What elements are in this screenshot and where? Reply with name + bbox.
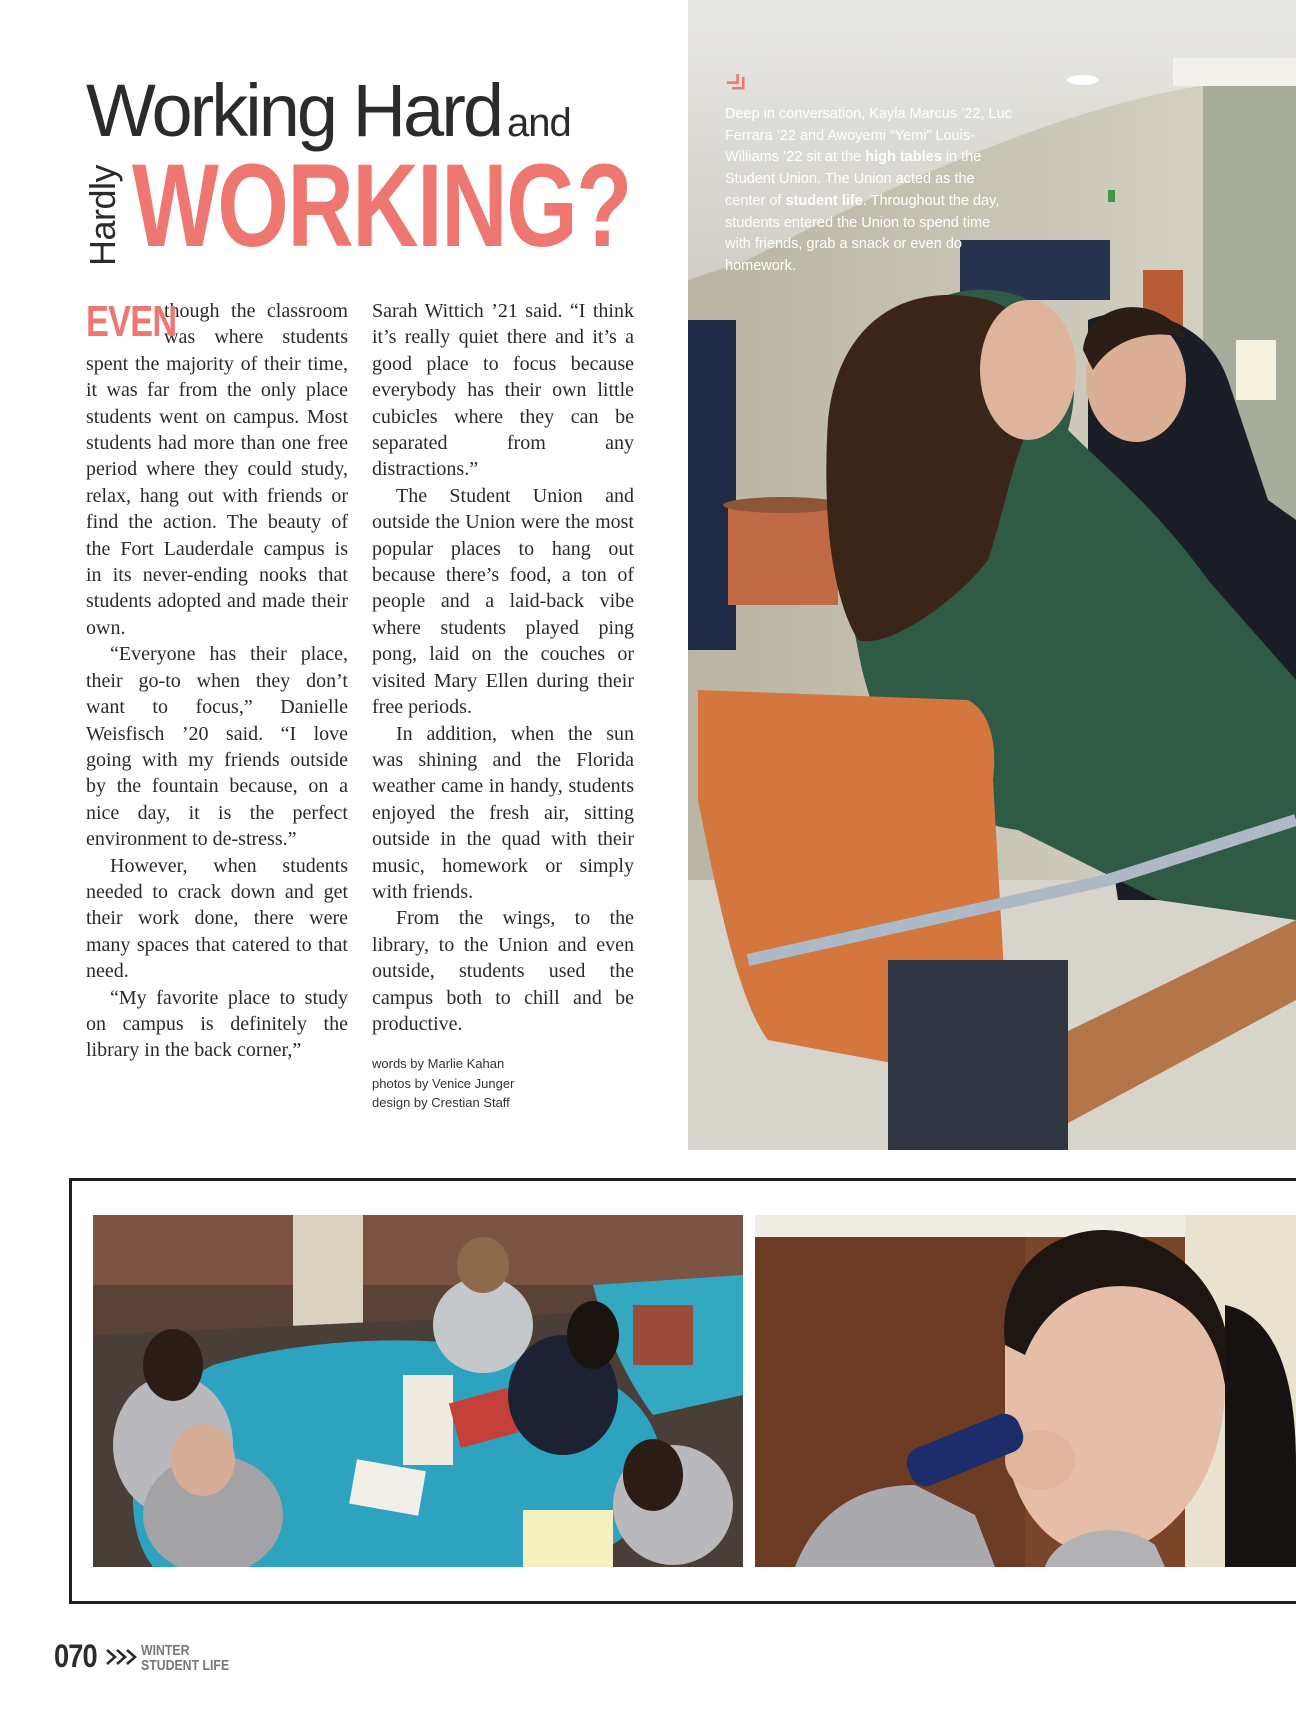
section-name: STUDENT LIFE	[141, 1657, 230, 1674]
photo-kaleidoscope-illustration	[755, 1215, 1296, 1567]
double-chevron-icon	[104, 1647, 138, 1667]
headline-line1	[86, 68, 646, 152]
credits	[372, 1054, 612, 1113]
article-paragraph: Sarah Wittich ’21 said. “I think it’s really quiet there and it’s a good place to focus because everybody has their own little cubicles where they can be separated from any distractions.”	[372, 300, 634, 481]
drop-cap: EVEN	[86, 297, 177, 346]
headline-working-hard: Working Hard	[86, 69, 502, 152]
article-paragraph: EVEN though the classroom was where students spent the majority of their time, it was far from the only place students went on campus. Most students had more than one free period where they could study, relax, hang out with friends or find the action. The beauty of the Fort Lauderdale campus is in its never-ending nooks that students adopted and made their own.	[86, 297, 348, 639]
caption-arrow-icon	[727, 74, 751, 94]
article-paragraph: In addition, when the sun was shining and the Florida weather came in handy, students enjoyed the fresh air, sitting outside in the quad with their music, homework or simply with friends.	[372, 722, 634, 903]
page-number: 070	[54, 1638, 97, 1674]
credit-words: words by Marlie Kahan	[372, 1056, 505, 1071]
section-season: WINTER	[141, 1642, 190, 1659]
credit-design: design by Crestian Staff	[372, 1095, 510, 1110]
headline-working: WORKING?	[132, 140, 631, 272]
article-paragraph: “Everyone has their place, their go-to when they don’t want to focus,” Danielle Weisfisch ’20 said. “I love going with my friends outside by the fountain because, on a nice day, it is the perfect environment to de-stress.”	[86, 643, 348, 851]
photo-kaleidoscope	[755, 1215, 1296, 1567]
photo-study-table	[93, 1215, 743, 1567]
headline-and: and	[507, 101, 571, 145]
credit-photos: photos by Venice Junger	[372, 1075, 515, 1091]
article-paragraph: From the wings, to the library, to the Union and even outside, students used the campus both to chill and be productive.	[372, 907, 634, 1035]
article-column-1	[86, 298, 348, 1064]
article-paragraph: The Student Union and outside the Union were the most popular places to hang out because there’s food, a ton of people and a laid-back vibe where students played ping pong, laid on the couches or visited Mary Ellen during their free periods.	[372, 484, 634, 719]
photo-caption: Deep in conversation, Kayla Marcus ’22, Luc Ferrara ’22 and Awoyemi “Yemi” Louis-Williams ’22 sit at the high tables in the Student Union. The Union acted as the center of student life. Throughout the day, students entered the Union to spend time with friends, grab a snack or even do homework.	[725, 106, 1012, 274]
article-paragraph: However, when students needed to crack down and get their work done, there were many spaces that catered to that need.	[86, 854, 348, 983]
article-paragraph: “My favorite place to study on campus is definitely the library in the back corner,”	[86, 986, 348, 1062]
article-column-2	[372, 298, 634, 1037]
photo-study-table-illustration	[93, 1215, 743, 1567]
headline-hardly: Hardly	[82, 164, 123, 266]
